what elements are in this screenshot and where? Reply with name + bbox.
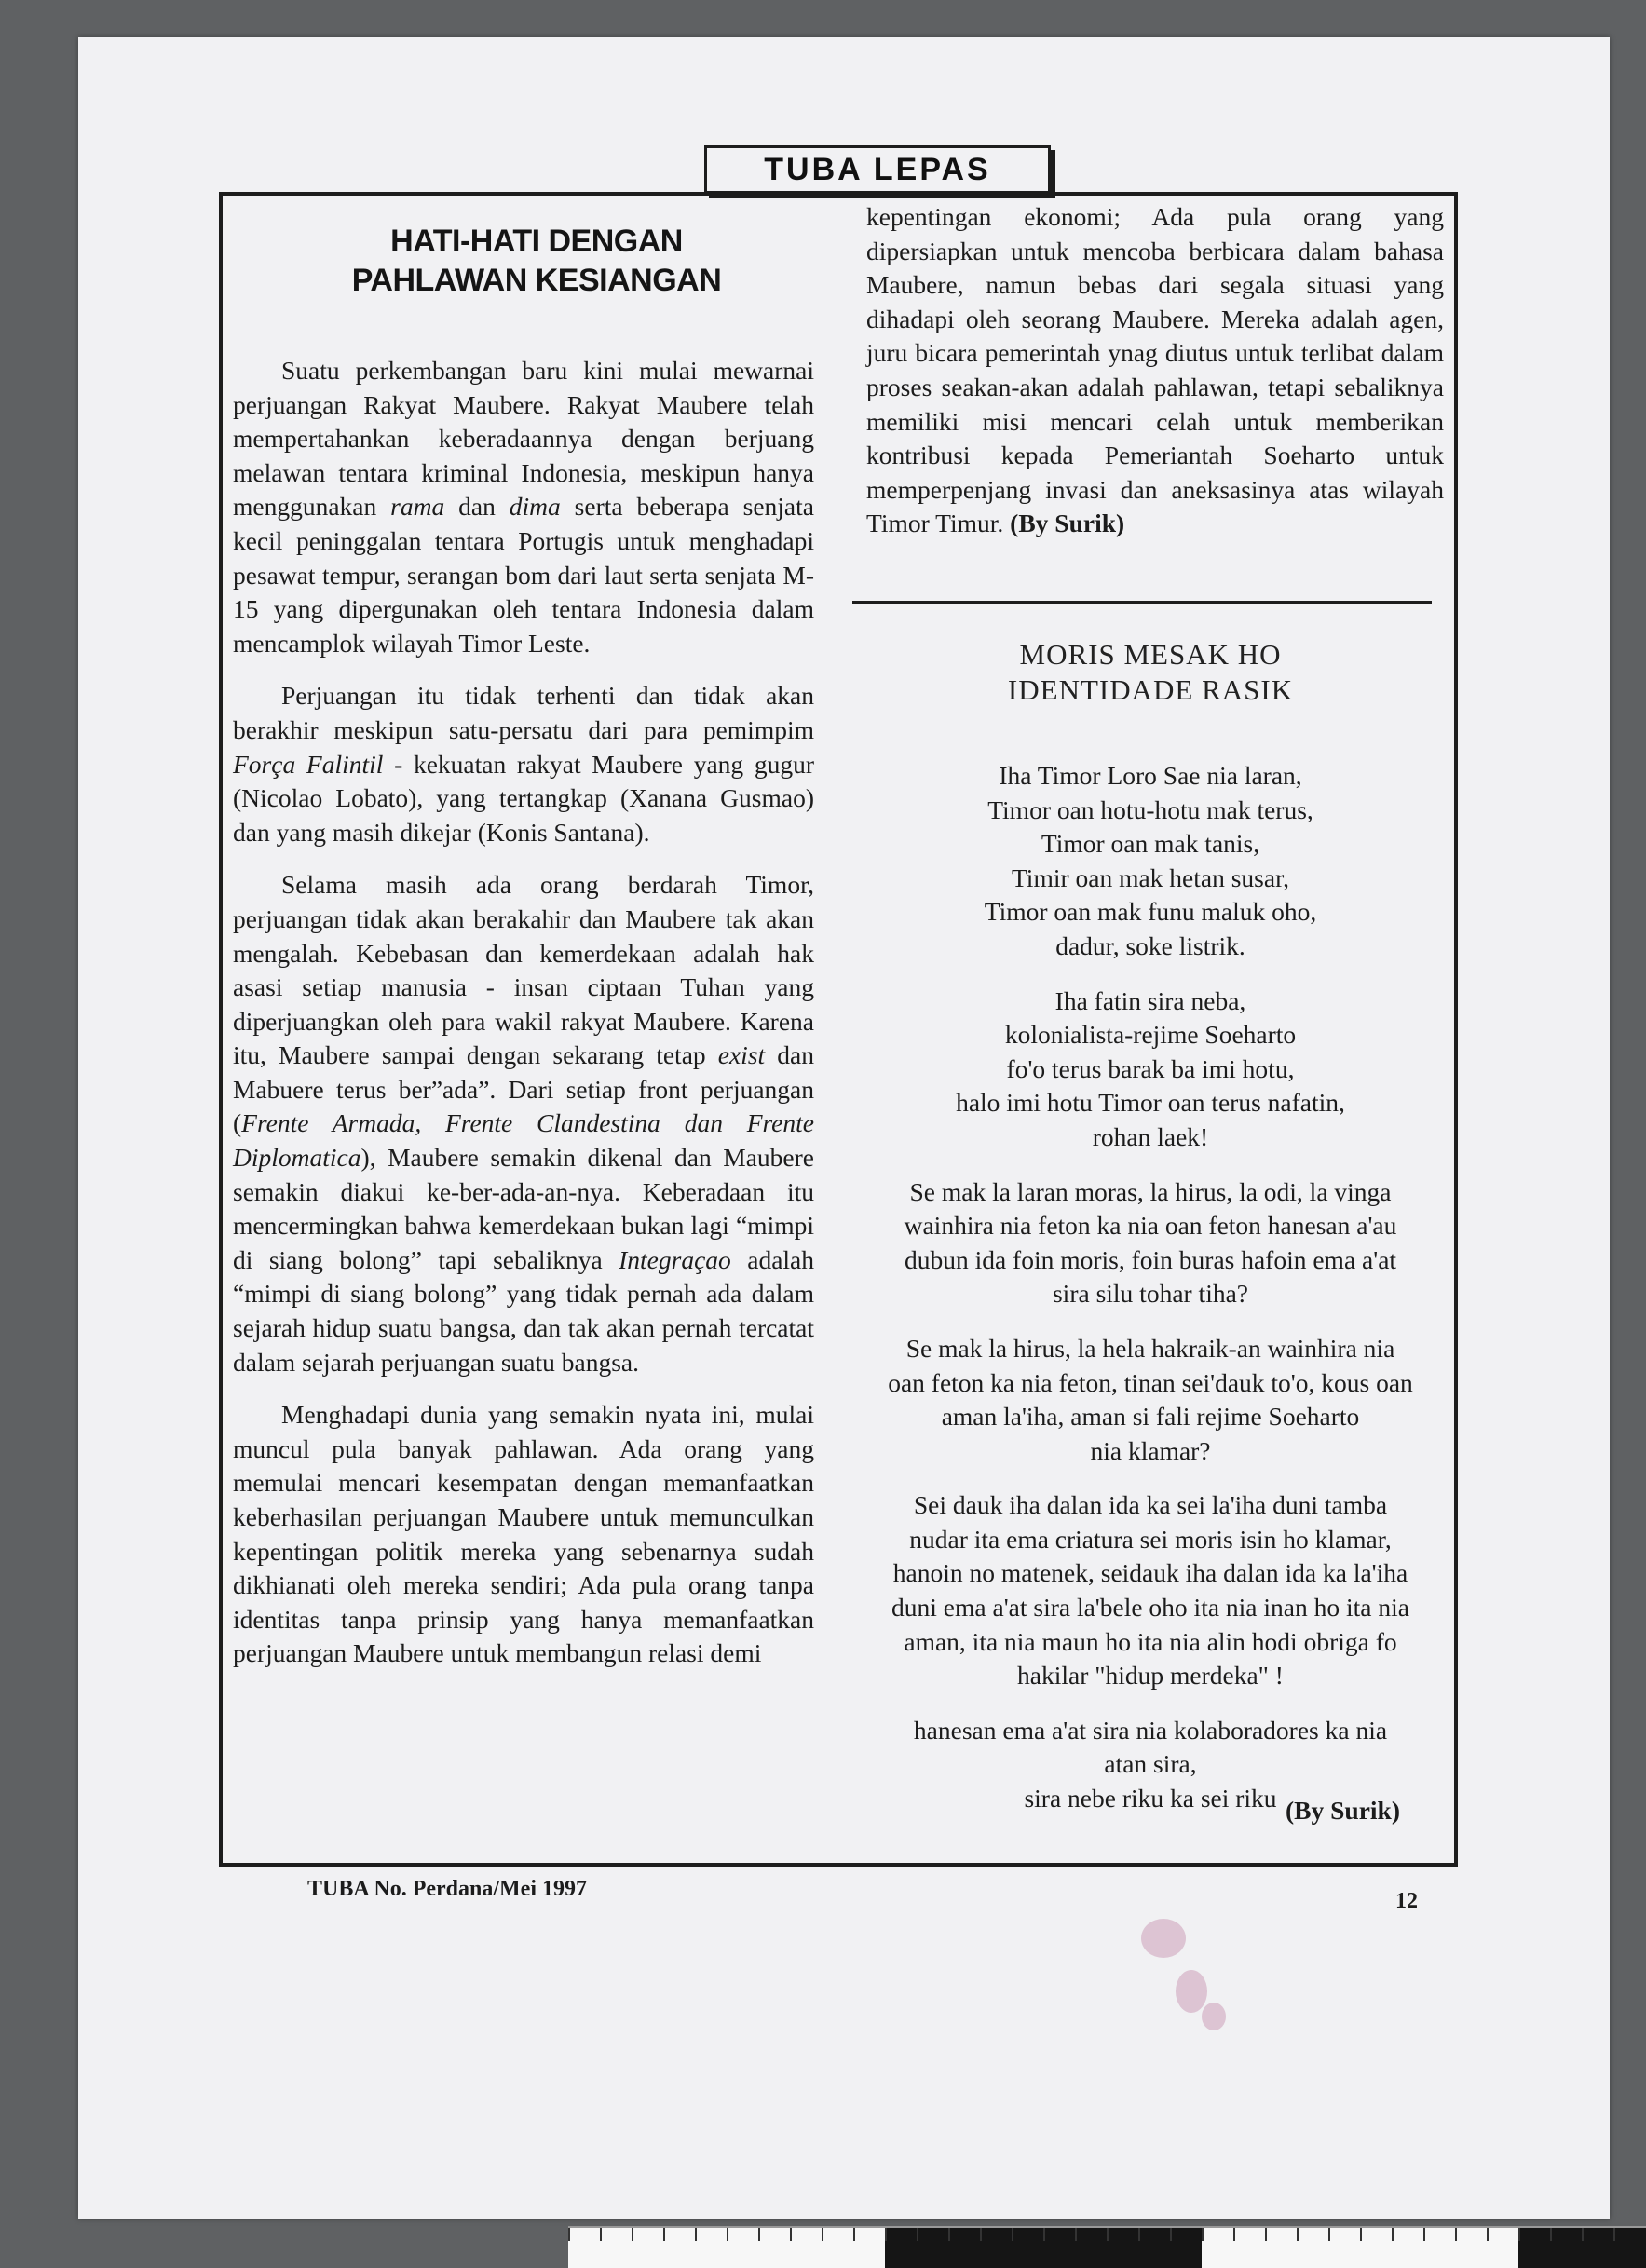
ruler-tick — [1613, 2228, 1615, 2241]
poem-line: Iha Timor Loro Sae nia laran, — [999, 761, 1302, 790]
ink-stain — [1141, 1919, 1186, 1958]
ruler-tick — [885, 2228, 887, 2241]
text-run: adalah “mimpi di siang bolong” yang tidak pernah ada dalam sejarah hidup suatu bangsa, dan tak akan pernah tercatat dalam sejarah perjuangan suatu bangsa. — [233, 1244, 815, 1377]
ruler-tick — [948, 2228, 950, 2241]
text-run: kepentingan ekonomi; Ada pula orang yang dipersiapkan untuk mencoba berbicara dalam bahasa Maubere, namun bebas dari segala situasi yang dihadapi oleh seorang Maubere. Mereka adalah agen, juru bicara pemerintah ynag diutus untuk terlibat dalam proses seakan-akan adalah pahlawan, tetapi sebaliknya memiliki misi mencari celah untuk memberikan kontribusi kepada Pemeriantah Soeharto untuk memperpenjang invasi dan aneksasinya atas wilayah Timor Timur. — [866, 202, 1444, 538]
ruler-tick — [1075, 2228, 1077, 2241]
ruler-tick — [1297, 2228, 1299, 2241]
poem-stanza — [852, 1332, 1449, 1468]
poem-line: Sei dauk iha dalan ida ka sei la'iha duni tamba — [913, 1490, 1388, 1520]
ruler-tick — [980, 2228, 982, 2241]
poem-title — [852, 637, 1449, 708]
article-title-line-1: HATI-HATI DENGAN — [390, 224, 683, 259]
ruler-tick — [1582, 2228, 1584, 2241]
ruler-tick — [727, 2228, 728, 2241]
ruler-tick — [1170, 2228, 1172, 2241]
poem-line: fo'o terus barak ba imi hotu, — [1006, 1053, 1295, 1083]
italic-term: rama — [390, 492, 445, 522]
poem-line: Se mak la hirus, la hela hakraik-an wainhira nia — [905, 1333, 1395, 1363]
text-run: Perjuangan itu tidak terhenti dan tidak akan berakhir meskipun satu-persatu dari para pemimpim — [233, 681, 814, 744]
text-run: ), Maubere semakin dikenal dan Maubere semakin diakui ke-ber-ada-an-nya. Keberadaan itu mencermingkan bahwa kemerdekaan bukan lagi “mimpi di siang bolong” tapi sebaliknya — [233, 1143, 814, 1274]
ruler-tick — [695, 2228, 697, 2241]
poem-line: oan feton ka nia feton, tinan sei'dauk to'o, kous oan — [888, 1367, 1413, 1397]
ruler-tick — [853, 2228, 855, 2241]
ruler-tick — [1012, 2228, 1013, 2241]
ruler-tick — [1423, 2228, 1425, 2241]
italic-term: exist — [717, 1040, 766, 1070]
poem-stanza — [852, 759, 1449, 964]
poem-line: Timor oan hotu-hotu mak terus, — [987, 794, 1313, 824]
ruler-tick — [1518, 2228, 1520, 2241]
poem-line: rohan laek! — [1092, 1121, 1209, 1151]
ruler-tick — [790, 2228, 792, 2241]
poem-line: nia klamar? — [1090, 1435, 1211, 1465]
poem-line: aman, ita nia maun ho ita nia alin hodi obriga fo — [904, 1626, 1397, 1656]
poem-line: wainhira nia feton ka nia oan feton hanesan a'au — [904, 1211, 1397, 1241]
italic-term: Integraçao — [619, 1244, 731, 1274]
article-paragraph-4: Menghadapi dunia yang semakin nyata ini, mulai muncul pula banyak pahlawan. Ada orang yang memulai mencari kesempatan dengan memanfaatkan keberhasilan perjuangan Maubere untuk memunculkan kepentingan politik mereka yang sebenarnya sudah dikhianati oleh mereka sendiri; Ada pula orang tanpa identitas tanpa prinsip yang hanya memanfaatkan perjuangan Maubere untuk membangun relasi demi — [233, 1400, 814, 1668]
ruler-tick — [1360, 2228, 1362, 2241]
poem-body — [852, 759, 1449, 1816]
poem-stanza — [852, 1488, 1449, 1693]
article-paragraph-4-continued — [866, 200, 1444, 541]
ruler-tick — [822, 2228, 823, 2241]
ruler-tick — [1138, 2228, 1140, 2241]
article-byline: (By Surik) — [1010, 509, 1125, 538]
poem-stanza — [852, 1175, 1449, 1311]
text-run: serta beberapa senjata kecil peninggalan tentara Portugis untuk menghadapi pesawat tempur, serangan bom dari laut serta senjata M-15 yang dipergunakan oleh tentara Indonesia dalam mencamplok wilayah Timor Leste. — [233, 492, 814, 658]
poem-line: sira nebe riku ka sei riku — [1024, 1784, 1277, 1813]
poem-line: nudar ita ema criatura sei moris isin ho klamar, — [909, 1524, 1392, 1554]
poem-title-line-2: IDENTIDADE RASIK — [1007, 673, 1294, 706]
ink-stain — [1202, 2003, 1226, 2030]
ruler-tick — [1043, 2228, 1045, 2241]
article-continuation-column — [866, 200, 1444, 541]
poem-line: hakilar "hidup merdeka" ! — [1017, 1661, 1284, 1691]
italic-term: Frente Armada, Frente Clandestina dan Frente Diplomatica — [233, 1108, 814, 1173]
text-run: Selama masih ada orang berdarah Timor, perjuangan tidak akan berakahir dan Maubere tak akan mengalah. Kebebasan dan kemerdekaan adalah hak asasi setiap manusia - insan ciptaan Tuhan yang diperjuangkan oleh para wakil rakyat Maubere. Karena itu, Maubere sampai dengan sekarang tetap — [233, 870, 814, 1070]
poem-line: kolonialista-rejime Soeharto — [1004, 1020, 1297, 1050]
poem-line: hanoin no matenek, seidauk iha dalan ida ka la'iha — [892, 1558, 1408, 1588]
ruler-tick — [758, 2228, 760, 2241]
scale-ruler — [568, 2226, 1646, 2268]
ruler-tick — [1487, 2228, 1489, 2241]
article-title-line-2: PAHLAWAN KESIANGAN — [351, 263, 722, 298]
ruler-tick — [568, 2228, 570, 2241]
ruler-tick — [1233, 2228, 1235, 2241]
ruler-tick — [632, 2228, 633, 2241]
poem-line: Timor oan mak tanis, — [1041, 829, 1260, 859]
article-column — [233, 214, 814, 1690]
poem-line: Timor oan mak funu maluk oho, — [984, 897, 1317, 927]
poem-line: Se mak la laran moras, la hirus, la odi, la vinga — [909, 1176, 1392, 1206]
poem-line: Iha fatin sira neba, — [1054, 985, 1246, 1015]
issue-footer: TUBA No. Perdana/Mei 1997 — [307, 1877, 587, 1901]
poem-stanza — [852, 985, 1449, 1155]
ruler-tick — [663, 2228, 665, 2241]
poem-line: duni ema a'at sira la'bele oho ita nia inan ho ita nia — [891, 1593, 1409, 1623]
poem-title-line-1: MORIS MESAK HO — [1019, 638, 1282, 671]
poem-line: hanesan ema a'at sira nia kolaboradores ka nia — [913, 1715, 1388, 1745]
section-divider — [852, 601, 1432, 604]
ruler-tick — [917, 2228, 918, 2241]
page-number: 12 — [1395, 1889, 1418, 1913]
article-paragraph-1 — [233, 354, 814, 660]
poem-line: halo imi hotu Timor oan terus nafatin, — [956, 1088, 1345, 1118]
ruler-tick — [1202, 2228, 1204, 2241]
ruler-tick — [1392, 2228, 1394, 2241]
ruler-tick — [1455, 2228, 1457, 2241]
italic-term: Força Falintil — [233, 749, 384, 779]
article-paragraph-2 — [233, 679, 814, 849]
ruler-tick — [600, 2228, 602, 2241]
ruler-tick — [1550, 2228, 1552, 2241]
article-paragraph-3 — [233, 868, 814, 1379]
poem-byline: (By Surik) — [1286, 1796, 1401, 1825]
text-run: dan — [444, 492, 510, 522]
text-run: - kekuatan rakyat Maubere yang gugur (Nicolao Lobato), yang tertangkap (Xanana Gusmao) dan yang masih dikejar (Konis Santana). — [233, 749, 814, 847]
poem-line: dubun ida foin moris, foin buras hafoin ema a'at — [904, 1244, 1397, 1274]
ruler-tick — [1265, 2228, 1267, 2241]
poem-line: dadur, soke listrik. — [1055, 930, 1245, 960]
ink-stain — [1176, 1970, 1207, 2013]
poem-line: atan sira, — [1104, 1749, 1197, 1779]
poem-line: aman la'iha, aman si fali rejime Soeharto — [941, 1402, 1360, 1432]
ruler-tick — [1328, 2228, 1330, 2241]
italic-term: dima — [509, 492, 561, 522]
ruler-tick — [1107, 2228, 1109, 2241]
poem — [852, 637, 1449, 1837]
text-run: dan Mabuere terus ber”ada”. Dari setiap front perjuangan ( — [233, 1040, 814, 1138]
section-label: TUBA LEPAS — [704, 145, 1051, 194]
article-title — [233, 222, 814, 300]
text-run: Suatu perkembangan baru kini mulai mewarnai perjuangan Rakyat Maubere. Rakyat Maubere telah mempertahankan keberadaannya dengan berjuang melawan tentara kriminal Indonesia, meskipun hanya menggunakan — [233, 356, 814, 522]
poem-line: Timir oan mak hetan susar, — [1011, 862, 1290, 892]
poem-line: sira silu tohar tiha? — [1052, 1279, 1248, 1309]
